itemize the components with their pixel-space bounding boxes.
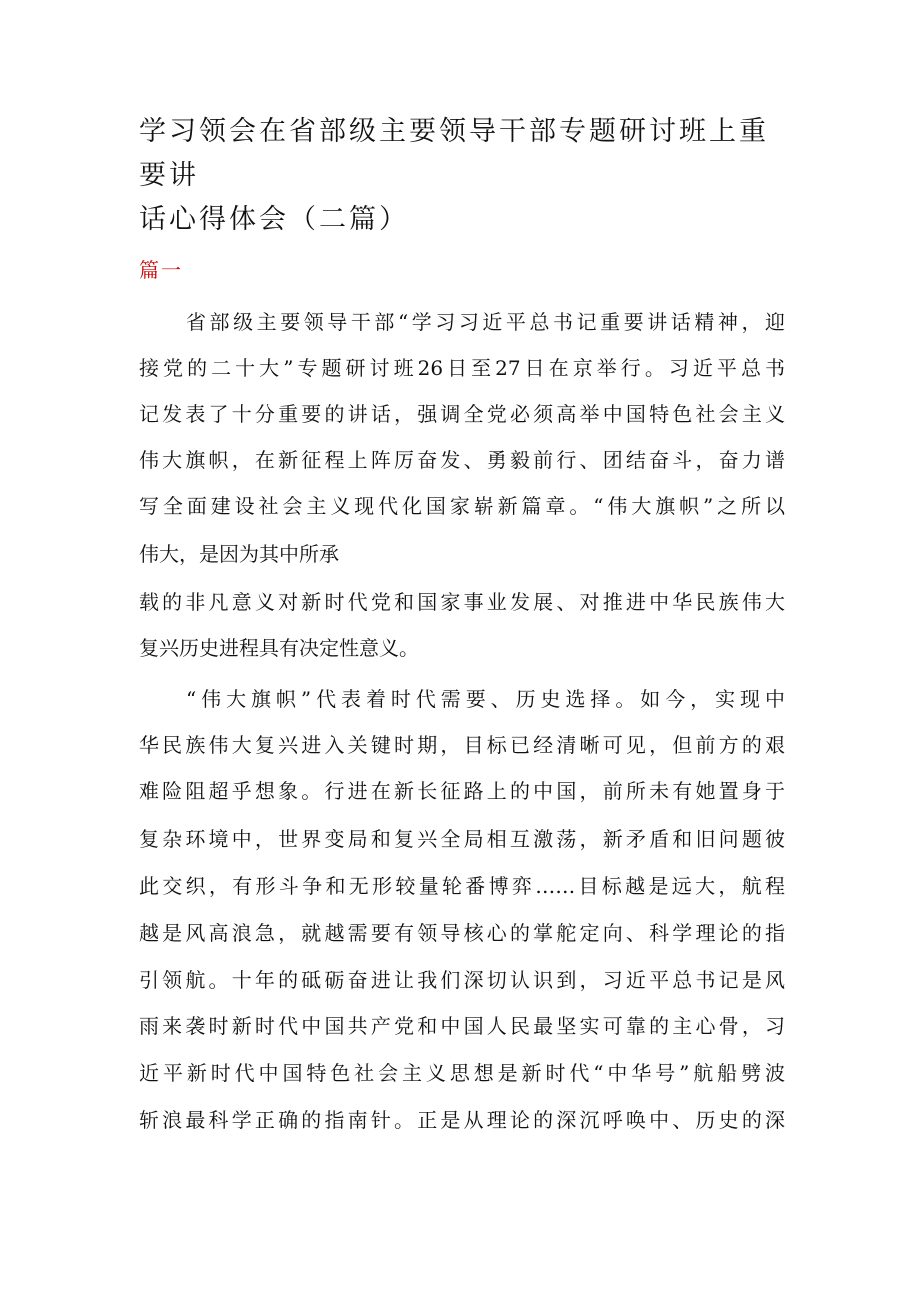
text-line: 复杂环境中，世界变局和复兴全局相互激荡，新矛盾和旧问题彼: [139, 827, 785, 851]
text-line: 省部级主要领导干部“学习习近平总书记重要讲话精神，迎: [186, 310, 785, 334]
title-line-1: 学习领会在省部级主要领导干部专题研讨班上重要讲: [139, 116, 769, 191]
text-line: 难险阻超乎想象。行进在新长征路上的中国，前所未有她置身于: [139, 779, 785, 803]
text-line: 雨来袭时新时代中国共产党和中国人民最坚实可靠的主心骨，习: [139, 1014, 785, 1038]
text-line: 伟大旗帜，在新征程上阵厉奋发、勇毅前行、团结奋斗，奋力谱: [139, 448, 785, 472]
text-line: 记发表了十分重要的讲话，强调全党必须高举中国特色社会主义: [139, 402, 785, 426]
text-line: 伟大，是因为其中所承: [139, 542, 339, 566]
text-line: 载的非凡意义对新时代党和国家事业发展、对推进中华民族伟大: [139, 590, 785, 614]
text-line: 近平新时代中国特色社会主义思想是新时代“中华号”航船劈波: [139, 1061, 785, 1085]
text-line: 斩浪最科学正确的指南针。正是从理论的深沉呼唤中、历史的深: [139, 1108, 785, 1132]
title-line-2: 话心得体会（二篇）: [139, 204, 409, 235]
text-line: 复兴历史进程具有决定性意义。: [139, 636, 419, 660]
text-line: 写全面建设社会主义现代化国家崭新篇章。“伟大旗帜”之所以: [139, 494, 785, 518]
section-heading: 篇一: [139, 258, 183, 282]
text-line: 接党的二十大”专题研讨班26日至27日在京举行。习近平总书: [139, 356, 785, 380]
text-line: “伟大旗帜”代表着时代需要、历史选择。如今，实现中: [186, 687, 785, 711]
document-title: [139, 110, 789, 242]
text-line: 此交织，有形斗争和无形较量轮番博弈……目标越是远大，航程: [139, 874, 785, 898]
text-line: 越是风高浪急，就越需要有领导核心的掌舵定向、科学理论的指: [139, 921, 785, 945]
text-line: 华民族伟大复兴进入关键时期，目标已经清晰可见，但前方的艰: [139, 733, 785, 757]
text-line: 引领航。十年的砥砺奋进让我们深切认识到，习近平总书记是风: [139, 968, 785, 992]
